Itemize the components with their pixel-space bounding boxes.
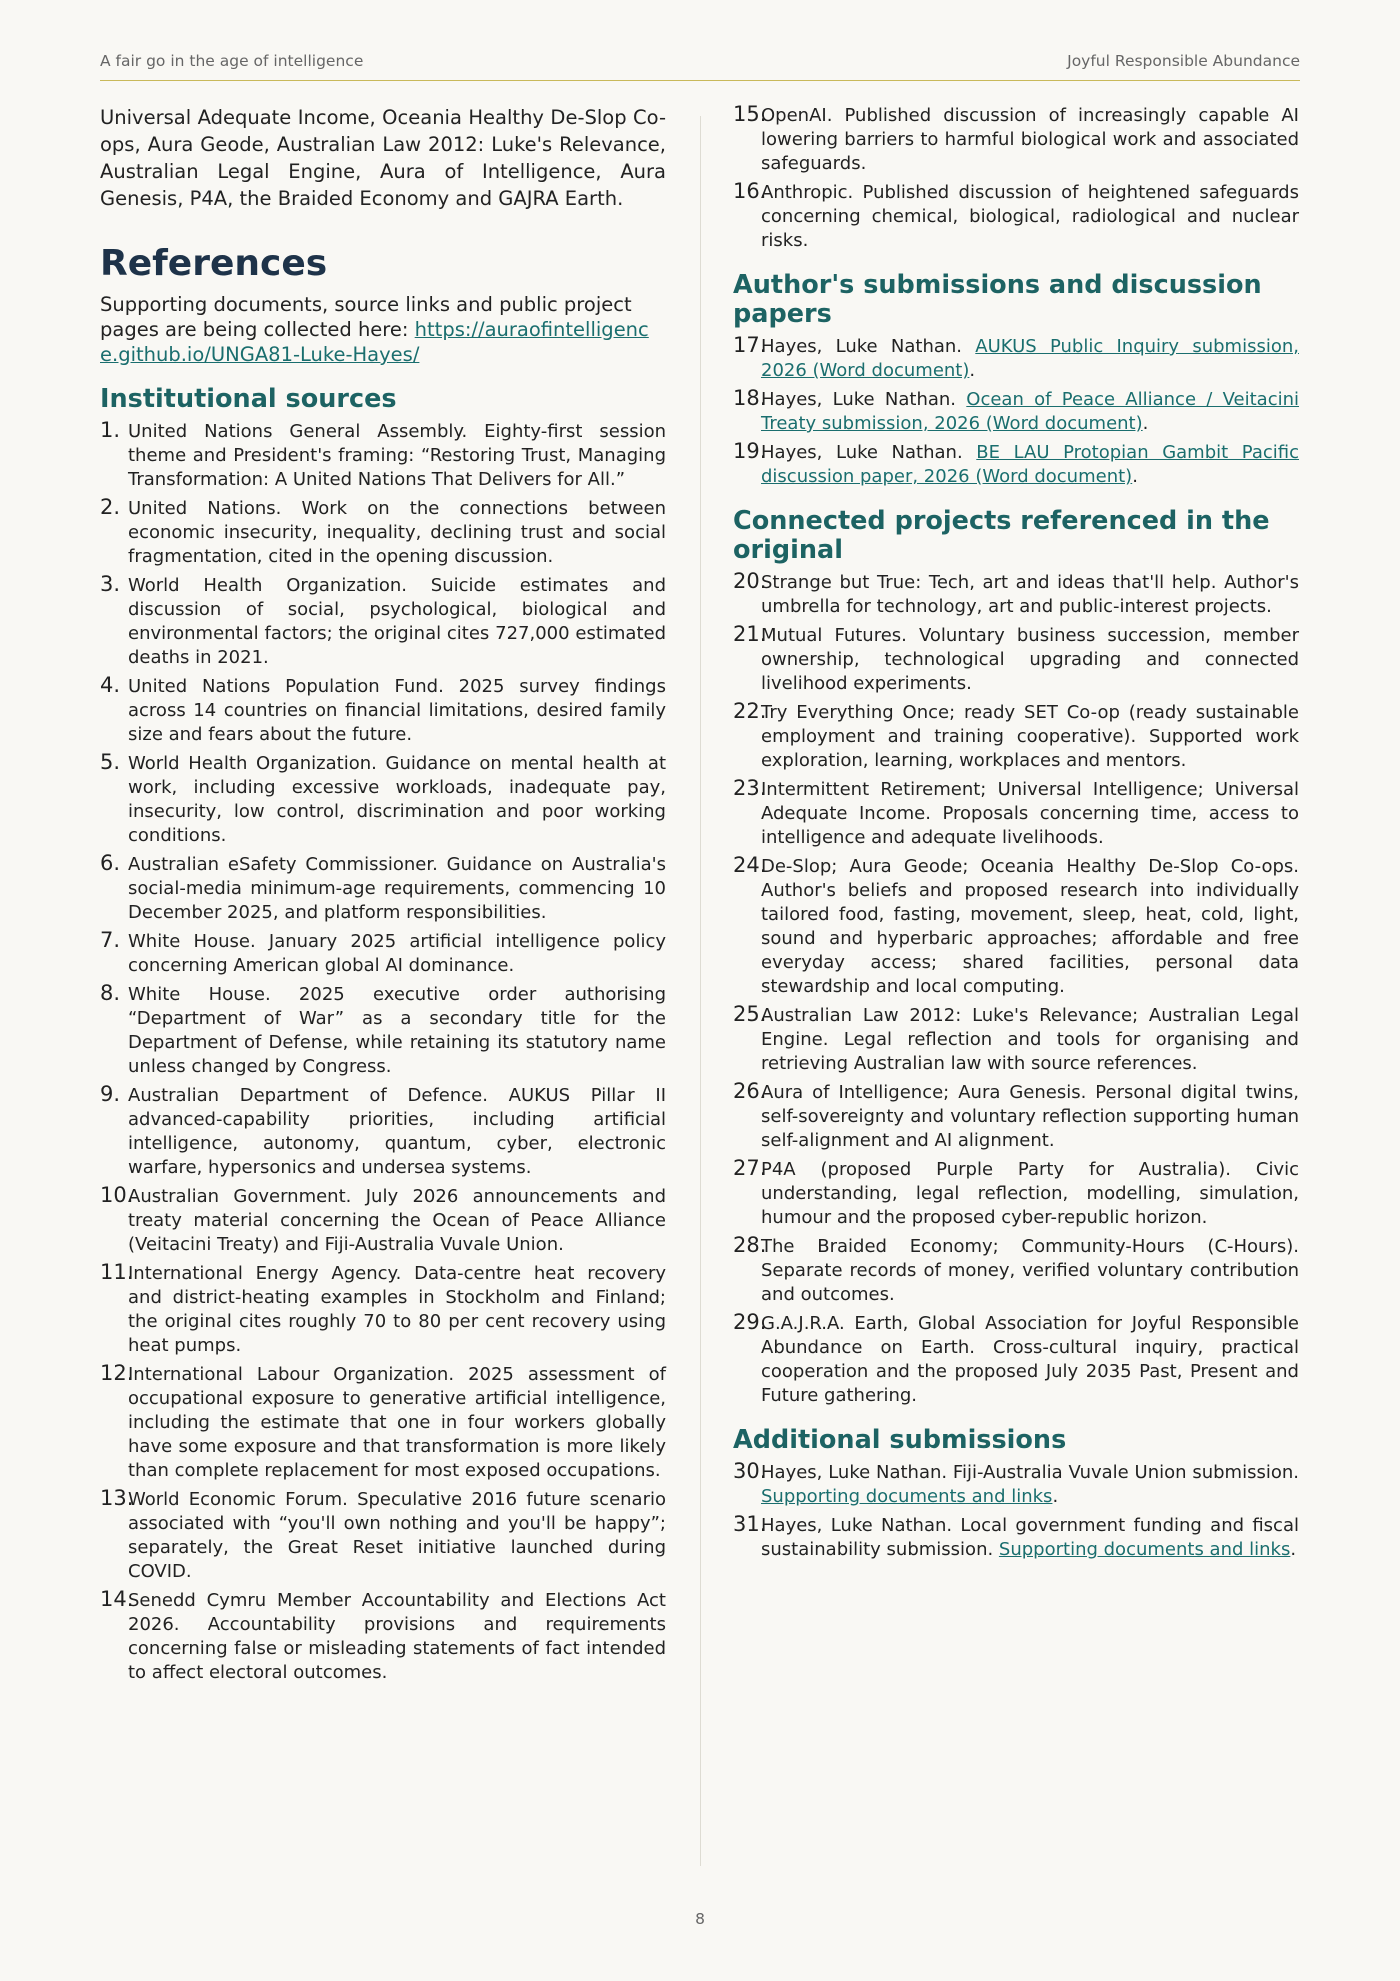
reference-number: 15. — [733, 102, 767, 126]
institutional-list-continued — [733, 104, 1299, 253]
reference-text: Senedd Cymru Member Accountability and Elections Act 2026. Accountability provisions and requirements concerning false or misleading statements of fact intended to affect electoral outcomes. — [128, 1590, 666, 1683]
reference-number: 19. — [733, 439, 767, 463]
reference-text: Hayes, Luke Nathan. Local government funding and fiscal sustainability submission. — [761, 1515, 1299, 1560]
reference-item — [100, 574, 666, 670]
page-number: 8 — [695, 1910, 705, 1928]
reference-text: Try Everything Once; ready SET Co-op (ready sustainable employment and training cooperative). Supported work exploration, learning, workplaces and mentors. — [761, 702, 1299, 771]
reference-number: 17. — [733, 333, 767, 357]
reference-number: 3. — [100, 572, 121, 596]
additional-submissions-heading: Additional submissions — [733, 1425, 1067, 1455]
reference-item — [733, 1235, 1299, 1307]
reference-item — [100, 420, 666, 492]
reference-text: Hayes, Luke Nathan. — [761, 389, 967, 410]
reference-item — [733, 441, 1299, 489]
reference-link[interactable]: Supporting documents and links — [998, 1539, 1291, 1560]
right-column — [733, 104, 1299, 1567]
reference-text: White House. January 2025 artificial intelligence policy concerning American global AI dominance. — [128, 931, 666, 976]
running-title: A fair go in the age of intelligence — [100, 52, 364, 70]
reference-item — [100, 983, 666, 1079]
reference-item — [100, 930, 666, 978]
reference-item — [733, 388, 1299, 436]
reference-link[interactable]: BE LAU Protopian Gambit Pacific discussion paper, 2026 (Word document) — [761, 442, 1300, 487]
reference-number: 29. — [733, 1310, 767, 1334]
reference-item — [733, 1158, 1299, 1230]
reference-number: 21. — [733, 622, 767, 646]
reference-number: 18. — [733, 386, 767, 410]
reference-text: International Labour Organization. 2025 assessment of occupational exposure to generative artificial intelligence, including the estimate that one in four workers globally have some exposure and that transformation is more likely than complete replacement for most exposed occupations. — [128, 1364, 666, 1481]
reference-text: Australian Law 2012: Luke's Relevance; Australian Legal Engine. Legal reflection and tools for organising and retrieving Australian law with source references. — [761, 1005, 1299, 1074]
reference-number: 11. — [100, 1260, 134, 1284]
intro-paragraph: Universal Adequate Income, Oceania Healthy De-Slop Co-ops, Aura Geode, Australian Law 2012: Luke's Relevance, Australian Legal Engine, Aura of Intelligence, Aura Genesis, P4A, the Braided Economy and GAJRA Earth. — [100, 106, 666, 210]
reference-item — [100, 1084, 666, 1180]
reference-text: Australian eSafety Commissioner. Guidance on Australia's social-media minimum-age requirements, commencing 10 December 2025, and platform responsibilities. — [128, 854, 666, 923]
reference-text: OpenAI. Published discussion of increasingly capable AI lowering barriers to harmful biological work and associated safeguards. — [761, 105, 1299, 174]
left-column — [100, 104, 666, 1690]
reference-text: P4A (proposed Purple Party for Australia). Civic understanding, legal reflection, modelling, simulation, humour and the proposed cyber-republic horizon. — [761, 1159, 1299, 1228]
reference-item — [733, 1081, 1299, 1153]
reference-item — [733, 1461, 1299, 1509]
reference-text: World Health Organization. Suicide estimates and discussion of social, psychological, biological and environmental factors; the original cites 727,000 estimated deaths in 2021. — [128, 575, 666, 668]
reference-text: White House. 2025 executive order authorising “Department of War” as a secondary title for the Department of Defense, while retaining its statutory name unless changed by Congress. — [128, 984, 666, 1077]
column-divider — [700, 116, 701, 1866]
reference-number: 9. — [100, 1082, 121, 1106]
reference-number: 6. — [100, 851, 121, 875]
reference-item — [733, 104, 1299, 176]
reference-number: 23. — [733, 776, 767, 800]
reference-item — [100, 675, 666, 747]
references-title: References — [100, 243, 328, 284]
reference-item — [733, 855, 1299, 999]
reference-number: 26. — [733, 1079, 767, 1103]
reference-link[interactable]: AUKUS Public Inquiry submission, 2026 (Word document) — [761, 336, 1299, 381]
institutional-heading: Institutional sources — [100, 384, 397, 414]
reference-number: 5. — [100, 750, 121, 774]
references-intro-text: Supporting documents, source links and public project pages are being collected here: — [100, 293, 632, 341]
reference-suffix: . — [1052, 1486, 1059, 1507]
reference-text: Intermittent Retirement; Universal Intelligence; Universal Adequate Income. Proposals concerning time, access to intelligence and adequate livelihoods. — [761, 779, 1299, 848]
reference-suffix: . — [1132, 466, 1138, 487]
references-link[interactable]: https://auraofintelligence.github.io/UNGA81-Luke-Hayes/ — [100, 318, 649, 366]
reference-link[interactable]: Supporting documents and links — [761, 1486, 1053, 1507]
reference-suffix: . — [1142, 413, 1149, 434]
reference-number: 1. — [100, 418, 121, 442]
reference-link[interactable]: Ocean of Peace Alliance / Veitacini Treaty submission, 2026 (Word document) — [761, 389, 1300, 434]
reference-item — [100, 497, 666, 569]
reference-suffix: . — [1290, 1539, 1297, 1560]
reference-text: United Nations Population Fund. 2025 survey findings across 14 countries on financial limitations, desired family size and fears about the future. — [128, 676, 666, 745]
reference-text: International Energy Agency. Data-centre heat recovery and district-heating examples in Stockholm and Finland; the original cites roughly 70 to 80 per cent recovery using heat pumps. — [128, 1263, 666, 1356]
reference-text: Australian Department of Defence. AUKUS Pillar II advanced-capability priorities, including artificial intelligence, autonomy, quantum, cyber, electronic warfare, hypersonics and undersea systems. — [128, 1085, 666, 1178]
reference-number: 22. — [733, 699, 767, 723]
reference-number: 4. — [100, 673, 121, 697]
reference-item — [733, 624, 1299, 696]
reference-item — [100, 1363, 666, 1483]
institutional-list — [100, 420, 666, 1685]
reference-item — [100, 1185, 666, 1257]
reference-text: Hayes, Luke Nathan. — [761, 442, 977, 463]
reference-number: 27. — [733, 1156, 767, 1180]
reference-text: Mutual Futures. Voluntary business succession, member ownership, technological upgrading and connected livelihood experiments. — [761, 625, 1299, 694]
reference-text: De-Slop; Aura Geode; Oceania Healthy De-Slop Co-ops. Author's beliefs and proposed research into individually tailored food, fasting, movement, sleep, heat, cold, light, sound and hyperbaric approaches; affordable and free everyday access; shared facilities, personal data stewardship and local computing. — [761, 856, 1299, 997]
author-submissions-heading: Author's submissions and discussion papers — [733, 270, 1262, 329]
reference-item — [100, 853, 666, 925]
reference-item — [100, 1488, 666, 1584]
reference-item — [733, 181, 1299, 253]
reference-text: The Braided Economy; Community-Hours (C-Hours). Separate records of money, verified voluntary contribution and outcomes. — [761, 1236, 1299, 1305]
reference-number: 14. — [100, 1587, 134, 1611]
reference-suffix: . — [969, 360, 976, 381]
reference-text: Strange but True: Tech, art and ideas that'll help. Author's umbrella for technology, art and public-interest projects. — [761, 572, 1299, 617]
connected-projects-heading: Connected projects referenced in the original — [733, 506, 1270, 565]
reference-item — [733, 1312, 1299, 1408]
reference-text: Hayes, Luke Nathan. — [761, 336, 976, 357]
reference-number: 25. — [733, 1002, 767, 1026]
additional-submissions-list — [733, 1461, 1299, 1562]
reference-number: 30. — [733, 1459, 767, 1483]
reference-text: Anthropic. Published discussion of heightened safeguards concerning chemical, biological, radiological and nuclear risks. — [761, 182, 1299, 251]
reference-number: 31. — [733, 1512, 767, 1536]
reference-number: 8. — [100, 981, 121, 1005]
reference-number: 10. — [100, 1183, 134, 1207]
reference-number: 16. — [733, 179, 767, 203]
connected-projects-list — [733, 571, 1299, 1408]
reference-number: 28. — [733, 1233, 767, 1257]
reference-text: United Nations. Work on the connections between economic insecurity, inequality, declining trust and social fragmentation, cited in the opening discussion. — [128, 498, 666, 567]
reference-item — [733, 1514, 1299, 1562]
reference-item — [100, 1262, 666, 1358]
reference-item — [733, 1004, 1299, 1076]
running-section: Joyful Responsible Abundance — [1067, 52, 1300, 70]
reference-number: 12. — [100, 1361, 134, 1385]
reference-text: Aura of Intelligence; Aura Genesis. Personal digital twins, self-sovereignty and voluntary reflection supporting human self-alignment and AI alignment. — [761, 1082, 1299, 1151]
reference-item — [733, 701, 1299, 773]
reference-text: World Economic Forum. Speculative 2016 future scenario associated with “you'll own nothing and you'll be happy”; separately, the Great Reset initiative launched during COVID. — [128, 1489, 666, 1582]
reference-text: Australian Government. July 2026 announcements and treaty material concerning the Ocean of Peace Alliance (Veitacini Treaty) and Fiji-Australia Vuvale Union. — [128, 1186, 666, 1255]
reference-text: Hayes, Luke Nathan. Fiji-Australia Vuvale Union submission. — [761, 1462, 1299, 1483]
references-intro — [100, 292, 666, 367]
page-header — [100, 50, 1300, 81]
reference-item — [100, 1589, 666, 1685]
reference-number: 7. — [100, 928, 121, 952]
reference-text: World Health Organization. Guidance on mental health at work, including excessive workloads, inadequate pay, insecurity, low control, discrimination and poor working conditions. — [128, 753, 666, 846]
reference-item — [733, 571, 1299, 619]
reference-item — [733, 778, 1299, 850]
reference-number: 20. — [733, 569, 767, 593]
reference-item — [100, 752, 666, 848]
reference-number: 2. — [100, 495, 121, 519]
reference-text: United Nations General Assembly. Eighty-first session theme and President's framing: “Restoring Trust, Managing Transformation: A United Nations That Delivers for All.” — [128, 421, 666, 490]
author-submissions-list — [733, 335, 1299, 489]
reference-number: 24. — [733, 853, 767, 877]
reference-number: 13. — [100, 1486, 134, 1510]
reference-text: G.A.J.R.A. Earth, Global Association for Joyful Responsible Abundance on Earth. Cross-cultural inquiry, practical cooperation and the proposed July 2035 Past, Present and Future gathering. — [761, 1313, 1299, 1406]
reference-item — [733, 335, 1299, 383]
